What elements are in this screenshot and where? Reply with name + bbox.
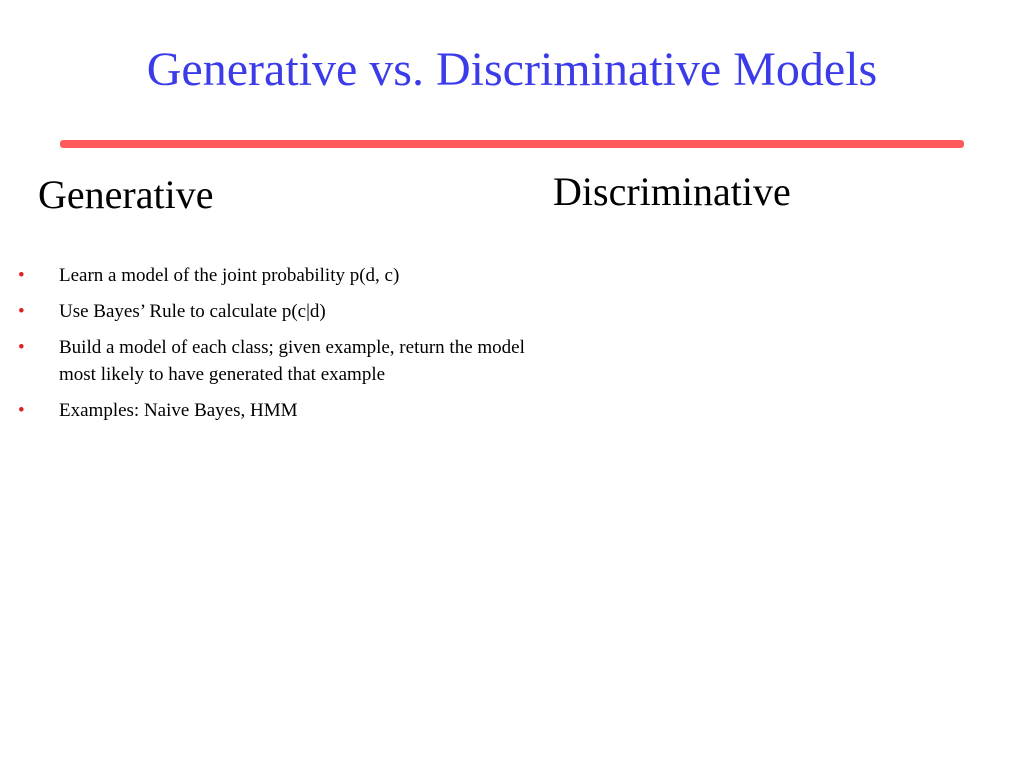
bullet-text: Examples: Naive Bayes, HMM	[59, 400, 298, 421]
bullet-item	[0, 298, 529, 325]
bullet-item	[0, 397, 529, 424]
bullet-icon: •	[18, 301, 25, 322]
bullet-item	[0, 334, 529, 388]
generative-bullet-list	[0, 262, 560, 433]
bullet-item	[0, 262, 529, 289]
discriminative-heading: Discriminative	[553, 169, 791, 214]
bullet-text: Use Bayes’ Rule to calculate p(c|d)	[59, 301, 326, 322]
bullet-icon: •	[18, 265, 25, 286]
title-divider	[60, 140, 964, 148]
bullet-icon: •	[18, 400, 25, 421]
generative-heading: Generative	[38, 172, 214, 217]
bullet-text: Learn a model of the joint probability p(d, c)	[59, 265, 400, 286]
bullet-text: Build a model of each class; given example, return the model most likely to have generated that example	[59, 337, 525, 385]
slide-title: Generative vs. Discriminative Models	[146, 43, 878, 96]
bullet-icon: •	[18, 337, 25, 358]
